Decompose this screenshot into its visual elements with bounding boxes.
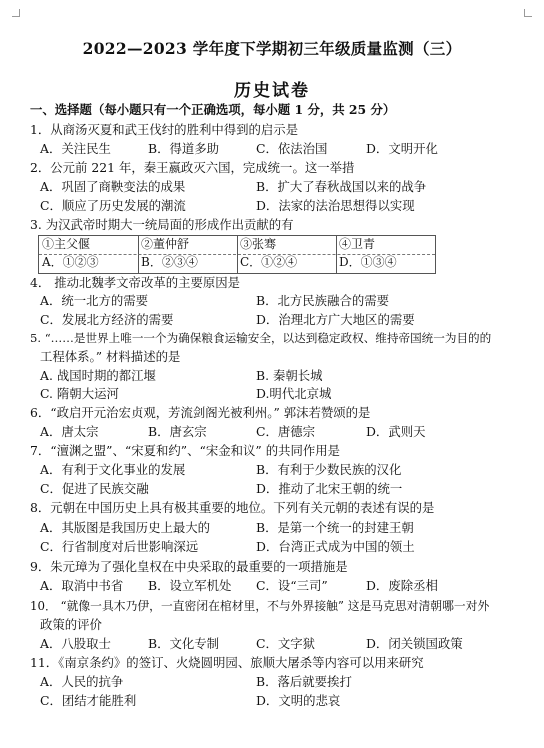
q2-option-b: B．扩大了春秋战国以来的战争 [256,179,427,194]
question-3-stem: 3. 为汉武帝时期大一统局面的形成作出贡献的有 [30,217,294,232]
section-heading: 一、选择题（每小题只有一个正确选项，每小题 1 分，共 25 分） [30,102,396,117]
q9-option-b: B．设立军机处 [148,578,232,593]
q5-option-a: A. 战国时期的都江堰 [40,368,156,383]
q10-option-d: D．闭关锁国政策 [366,636,463,651]
page-corner-mark-left [12,9,20,17]
question-10-stem: 10． “就像一具木乃伊，一直密闭在棺材里，不与外界接触” 这是马克思对清朝哪一对外 [30,599,490,613]
question-10-stem-cont: 政策的评价 [40,617,102,632]
question-6-stem: 6．“政启开元治宏贞观，芳流剑阁光被利州。” 郭沫若赞颂的是 [30,405,371,420]
q1-option-c: C．依法治国 [256,141,328,156]
q1-option-a: A．关注民生 [40,141,111,156]
q3-item-3: ③张骞 [240,237,277,251]
q11-option-b: B．落后就要挨打 [256,674,352,689]
exam-title: 2022—2023 学年度下学期初三年级质量监测（三） [82,39,462,58]
q8-option-a: A．其版图是我国历史上最大的 [40,520,211,535]
question-8-stem: 8．元朝在中国历史上具有极其重要的地位。下列有关元朝的表述有误的是 [30,500,435,515]
q2-option-d: D．法家的法治思想得以实现 [256,198,415,213]
q3-option-a: A．①②③ [42,255,99,269]
q3-option-d: D．①③④ [339,255,397,269]
q11-option-a: A．人民的抗争 [40,674,124,689]
q3-item-1: ①主父偃 [42,237,91,251]
q9-option-a: A．取消中书省 [40,578,124,593]
q11-option-c: C．团结才能胜利 [40,693,137,708]
question-11-stem: 11．《南京条约》的签订、火烧圆明园、旅顺大屠杀等内容可以用来研究 [30,655,424,670]
page-corner-mark-right [524,9,532,17]
q4-option-b: B．北方民族融合的需要 [256,293,390,308]
question-9-stem: 9．朱元璋为了强化皇权在中央采取的最重要的一项措施是 [30,559,348,574]
q10-option-c: C．文字狱 [256,636,316,651]
q2-option-c: C．顺应了历史发展的潮流 [40,198,186,213]
q7-option-d: D．推动了北宋王朝的统一 [256,481,403,496]
q11-option-d: D．文明的悲哀 [256,693,341,708]
q7-option-a: A．有利于文化事业的发展 [40,462,186,477]
q6-option-b: B．唐玄宗 [148,424,207,439]
question-2-stem: 2．公元前 221 年，秦王嬴政灭六国，完成统一。这一举措 [30,160,355,175]
q5-option-b: B. 秦朝长城 [256,368,323,383]
q8-option-d: D．台湾正式成为中国的领土 [256,539,415,554]
q5-option-d: D.明代北京城 [256,386,332,401]
q7-option-c: C．促进了民族交融 [40,481,149,496]
exam-subtitle: 历史试卷 [234,81,310,101]
question-5-stem: 5. “……是世界上唯一一个为确保粮食运输安全，以达到稳定政权、维持帝国统一为目的的 [30,331,492,345]
q5-option-c: C. 隋朝大运河 [40,386,119,401]
q3-choice-table [38,235,436,274]
q3-option-b: B．②③④ [141,255,198,269]
q10-option-b: B．文化专制 [148,636,220,651]
q8-option-b: B．是第一个统一的封建王朝 [256,520,414,535]
q10-option-a: A．八股取士 [40,636,111,651]
q3-item-4: ④卫青 [339,237,376,251]
q4-option-a: A．统一北方的需要 [40,293,149,308]
q3-option-c: C．①②④ [240,255,298,269]
q6-option-d: D．武则天 [366,424,426,439]
q9-option-d: D．废除丞相 [366,578,438,593]
q6-option-c: C．唐德宗 [256,424,316,439]
q4-option-d: D．治理北方广大地区的需要 [256,312,415,327]
q3-item-2: ②董仲舒 [141,237,190,251]
q1-option-d: D．文明开化 [366,141,438,156]
question-4-stem: 4． 推动北魏孝文帝改革的主要原因是 [30,275,241,290]
q1-option-b: B．得道多助 [148,141,220,156]
q6-option-a: A．唐太宗 [40,424,99,439]
question-7-stem: 7．“澶渊之盟”、“宋夏和约”、“宋金和议” 的共同作用是 [30,443,341,458]
q7-option-b: B．有利于少数民族的汉化 [256,462,402,477]
q4-option-c: C．发展北方经济的需要 [40,312,174,327]
q8-option-c: C．行省制度对后世影响深远 [40,539,199,554]
q2-option-a: A．巩固了商鞅变法的成果 [40,179,186,194]
question-5-stem-cont: 工程体系。” 材料描述的是 [40,349,181,364]
q9-option-c: C．设“三司” [256,578,328,593]
question-1-stem: 1．从商汤灭夏和武王伐纣的胜利中得到的启示是 [30,122,299,137]
